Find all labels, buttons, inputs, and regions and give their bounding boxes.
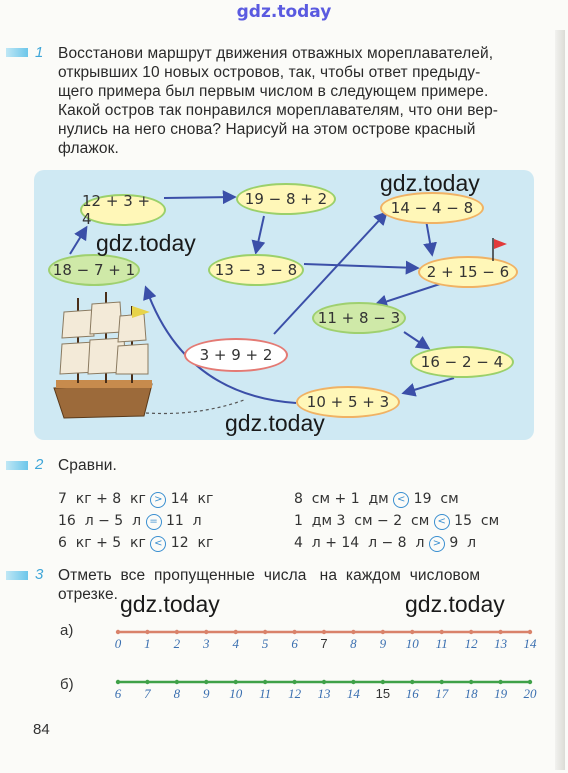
watermark: gdz.today [120, 591, 220, 617]
line-a-tick-label: 3 [203, 636, 210, 651]
line-a-tick [498, 630, 502, 634]
line-b-tick [234, 680, 238, 684]
task1-line: Какой остров так понравился мореплавателям, что они вер- [58, 102, 499, 119]
island-19-8-2: 19 − 8 + 2 [236, 183, 336, 215]
line-a-tick-label: 13 [494, 636, 508, 651]
line-a-tick [292, 630, 296, 634]
task1-line: щего примера был первым числом в следующем примере. [58, 83, 489, 100]
line-b-tick [498, 680, 502, 684]
task1-line: флажок. [58, 140, 119, 157]
comparison-row: 4 л + 14 л − 8 л > 9 л [294, 535, 477, 551]
task3-line: отрезке. [58, 586, 119, 603]
line-b-tick-label: 16 [405, 686, 419, 701]
line-b-tick-label: 8 [173, 686, 181, 701]
line-a-tick [175, 630, 179, 634]
watermark: gdz.today [405, 591, 505, 617]
compare-sign: = [146, 514, 162, 530]
line-a-tick [263, 630, 267, 634]
watermark: gdz.today [380, 170, 480, 196]
line-b-tick-label: 10 [229, 686, 243, 701]
line-a-tick [234, 630, 238, 634]
line-b-tick [204, 680, 208, 684]
comparison-row: 7 кг + 8 кг > 14 кг [58, 491, 214, 507]
line-b-tick-label: 20 [523, 686, 537, 701]
compare-sign: > [429, 536, 445, 552]
task2-title: Сравни. [58, 457, 117, 474]
comparison-row: 6 кг + 5 кг < 12 кг [58, 535, 214, 551]
line-a-tick [116, 630, 120, 634]
island-11-8-3: 11 + 8 − 3 [312, 302, 406, 334]
line-b-tick [263, 680, 267, 684]
watermark: gdz.today [225, 410, 325, 436]
island-3-9-2: 3 + 9 + 2 [184, 338, 288, 372]
line-b-tick [175, 680, 179, 684]
comparison-row: 16 л − 5 л = 11 л [58, 513, 202, 529]
line-b-tick-label: 19 [494, 686, 508, 701]
line-b-tick [116, 680, 120, 684]
island-16-2-4: 16 − 2 − 4 [410, 346, 514, 378]
line-a-tick-label: 7 [320, 636, 328, 651]
line-a-tick [322, 630, 326, 634]
line-a-tick-label: 4 [232, 636, 239, 651]
line-a-tick [440, 630, 444, 634]
comparison-row: 8 см + 1 дм < 19 см [294, 491, 459, 507]
watermark: gdz.today [96, 230, 196, 256]
line-a-tick-label: 14 [523, 636, 537, 651]
line-a-tick [528, 630, 532, 634]
line-a-tick-label: 10 [405, 636, 419, 651]
line-b-tick [381, 680, 385, 684]
line-b-tick [351, 680, 355, 684]
site-label: gdz.today [236, 2, 332, 22]
page-number: 84 [33, 721, 50, 738]
line-b-tick-label: 14 [346, 686, 360, 701]
line-b-tick-label: 11 [259, 686, 272, 701]
line-b-tick [528, 680, 532, 684]
task3-line: Отметь все пропущенные числа на каждом числовом [58, 567, 481, 584]
line-b-tick-label: 13 [317, 686, 331, 701]
line-b-tick-label: 18 [464, 686, 478, 701]
line-b-tick [145, 680, 149, 684]
line-a-tick [351, 630, 355, 634]
line-a-tick-label: 9 [379, 636, 387, 651]
line-a-tick-label: 1 [144, 636, 151, 651]
compare-sign: > [150, 492, 166, 508]
line-a-tick [410, 630, 414, 634]
line-b-tick [440, 680, 444, 684]
line-b-tick [292, 680, 296, 684]
number-line-a-label: а) [60, 622, 74, 639]
island-10-5-3: 10 + 5 + 3 [296, 386, 400, 418]
compare-sign: < [434, 514, 450, 530]
line-b-tick-label: 12 [288, 686, 302, 701]
line-b-tick [410, 680, 414, 684]
comparison-row: 1 дм 3 см − 2 см < 15 см [294, 513, 500, 529]
island-12-3-4: 12 + 3 + 4 [80, 194, 166, 226]
line-a-tick-label: 8 [350, 636, 357, 651]
line-a-tick-label: 12 [464, 636, 478, 651]
line-b-tick-label: 6 [114, 686, 122, 701]
task1-line: Восстанови маршрут движения отважных мореплавателей, [58, 45, 494, 62]
number-line-b-label: б) [60, 676, 74, 693]
line-a-tick [469, 630, 473, 634]
island-14-4-8: 14 − 4 − 8 [380, 192, 484, 224]
island-2-15-6: 2 + 15 − 6 [418, 256, 518, 288]
task1-line: открывших 10 новых островов, так, чтобы ответ предыду- [58, 64, 481, 81]
compare-sign: < [393, 492, 409, 508]
task1-line: нулись на него снова? Нарисуй на этом острове красный [58, 121, 476, 138]
island-18-7-1: 18 − 7 + 1 [48, 254, 140, 286]
line-a-tick [204, 630, 208, 634]
line-a-tick-label: 0 [114, 636, 122, 651]
line-b-tick [469, 680, 473, 684]
line-a-tick-label: 11 [435, 636, 448, 651]
line-b-tick-label: 15 [375, 686, 391, 701]
compare-sign: < [150, 536, 166, 552]
island-13-3-8: 13 − 3 − 8 [208, 254, 304, 286]
line-b-tick-label: 17 [435, 686, 449, 701]
line-a-tick-label: 6 [291, 636, 298, 651]
line-a-tick [145, 630, 149, 634]
line-a-tick-label: 5 [261, 636, 269, 651]
line-b-tick [322, 680, 326, 684]
line-b-tick-label: 9 [203, 686, 210, 701]
line-b-tick-label: 7 [144, 686, 151, 701]
task1-number: 1 [35, 44, 44, 61]
line-a-tick-label: 2 [173, 636, 181, 651]
task3-number: 3 [35, 566, 44, 583]
line-a-tick [381, 630, 385, 634]
task2-number: 2 [35, 456, 44, 473]
